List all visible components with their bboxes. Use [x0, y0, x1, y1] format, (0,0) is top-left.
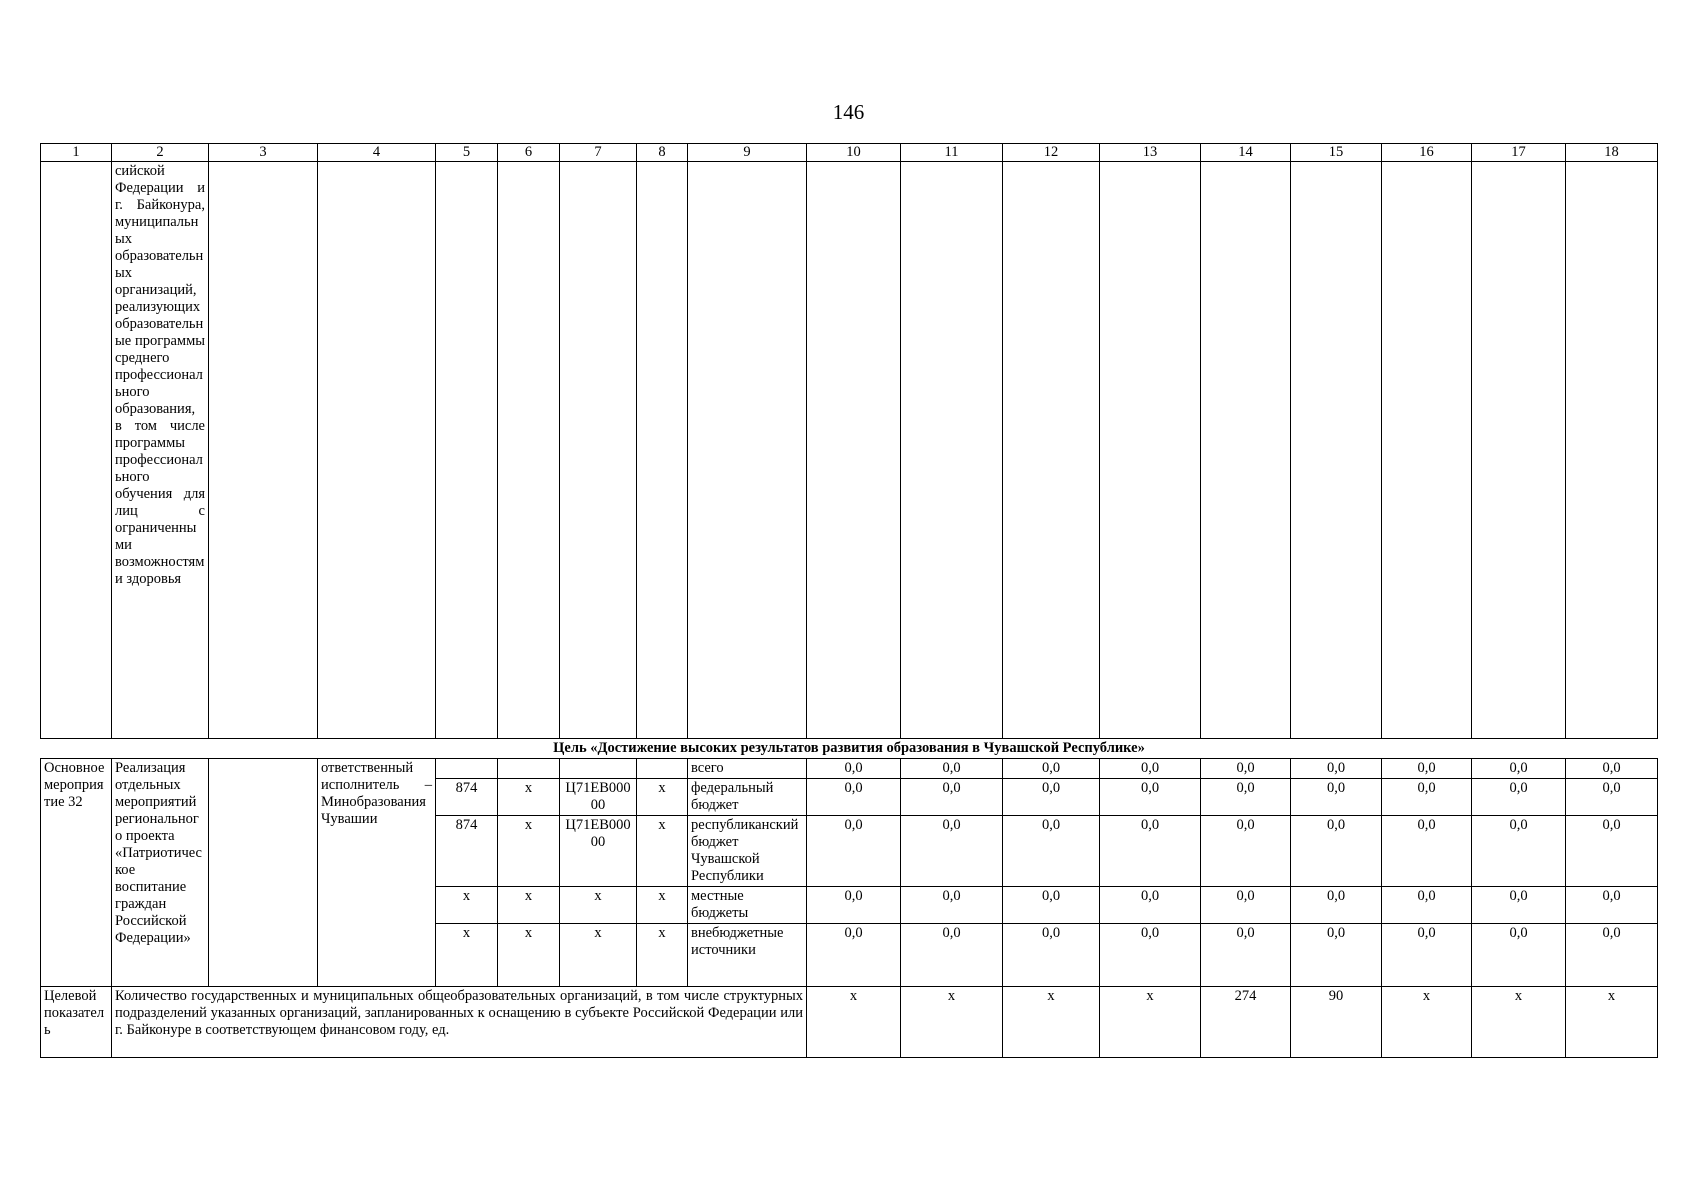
- continuation-row: [41, 162, 1658, 739]
- goal-title: Цель «Достижение высоких результатов развития образования в Чувашской Республике»: [41, 739, 1658, 759]
- funding-source: республиканский бюджет Чувашской Республики: [688, 816, 807, 887]
- col-header: 11: [901, 144, 1003, 162]
- goal-row: [41, 739, 1658, 759]
- col-header: 7: [560, 144, 637, 162]
- event-executor: ответственный исполнитель – Минобразования Чувашии: [318, 759, 436, 987]
- program-table: [40, 143, 1658, 1058]
- col-header: 4: [318, 144, 436, 162]
- funding-source: федеральный бюджет: [688, 779, 807, 816]
- col-header: 14: [1201, 144, 1291, 162]
- funding-row: x x x x внебюджетные источники 0,0 0,0 0,0 0,0 0,0 0,0 0,0 0,0 0,0: [41, 924, 1658, 987]
- funding-row: Основное мероприятие 32 Реализация отдельных мероприятий регионального проекта «Патриотическое воспитание граждан Российской Федерации» ответственный исполнитель – Минобразования Чувашии всего 0,0 0,0 0,0 0,0 0,0 0,0 0,0 0,0 0,0: [41, 759, 1658, 779]
- col-header: 1: [41, 144, 112, 162]
- col-header: 18: [1566, 144, 1658, 162]
- indicator-label: Целевой показатель: [41, 987, 112, 1058]
- funding-source: внебюджетные источники: [688, 924, 807, 987]
- col-header: 15: [1291, 144, 1382, 162]
- col-header: 9: [688, 144, 807, 162]
- continuation-text: сийской Федерации и г. Байконура, муниципальных образовательных организаций, реализующих образовательные программы среднего профессионального образования, в том числе программы профессионального обучения для лиц с ограниченными возможностями здоровья: [112, 162, 209, 739]
- col-header: 6: [498, 144, 560, 162]
- indicator-row: Целевой показатель Количество государственных и муниципальных общеобразовательных организаций, в том числе структурных подразделений указанных организаций, запланированных к оснащению в субъекте Российской Федерации или г. Байконуре в соответствующем финансовом году, ед. x x x x 274 90 x x x: [41, 987, 1658, 1058]
- indicator-text: Количество государственных и муниципальных общеобразовательных организаций, в том числе структурных подразделений указанных организаций, запланированных к оснащению в субъекте Российской Федерации или г. Байконуре в соответствующем финансовом году, ед.: [112, 987, 807, 1058]
- col-header: 3: [209, 144, 318, 162]
- col-header: 10: [807, 144, 901, 162]
- col-header: 8: [637, 144, 688, 162]
- funding-row: x x x x местные бюджеты 0,0 0,0 0,0 0,0 0,0 0,0 0,0 0,0 0,0: [41, 887, 1658, 924]
- col-header: 12: [1003, 144, 1100, 162]
- column-number-row: [41, 144, 1658, 162]
- funding-source: всего: [688, 759, 807, 779]
- event-name: Реализация отдельных мероприятий регионального проекта «Патриотическое воспитание граждан Российской Федерации»: [112, 759, 209, 987]
- col-header: 2: [112, 144, 209, 162]
- col-header: 16: [1382, 144, 1472, 162]
- funding-source: местные бюджеты: [688, 887, 807, 924]
- event-type-label: Основное мероприятие 32: [41, 759, 112, 987]
- funding-row: 874 x Ц71ЕВ00000 x республиканский бюджет Чувашской Республики 0,0 0,0 0,0 0,0 0,0 0,0 0,0 0,0 0,0: [41, 816, 1658, 887]
- col-header: 17: [1472, 144, 1566, 162]
- page-number: 146: [832, 100, 865, 124]
- col-header: 5: [436, 144, 498, 162]
- col-header: 13: [1100, 144, 1201, 162]
- funding-row: 874 x Ц71ЕВ00000 x федеральный бюджет 0,0 0,0 0,0 0,0 0,0 0,0 0,0 0,0 0,0: [41, 779, 1658, 816]
